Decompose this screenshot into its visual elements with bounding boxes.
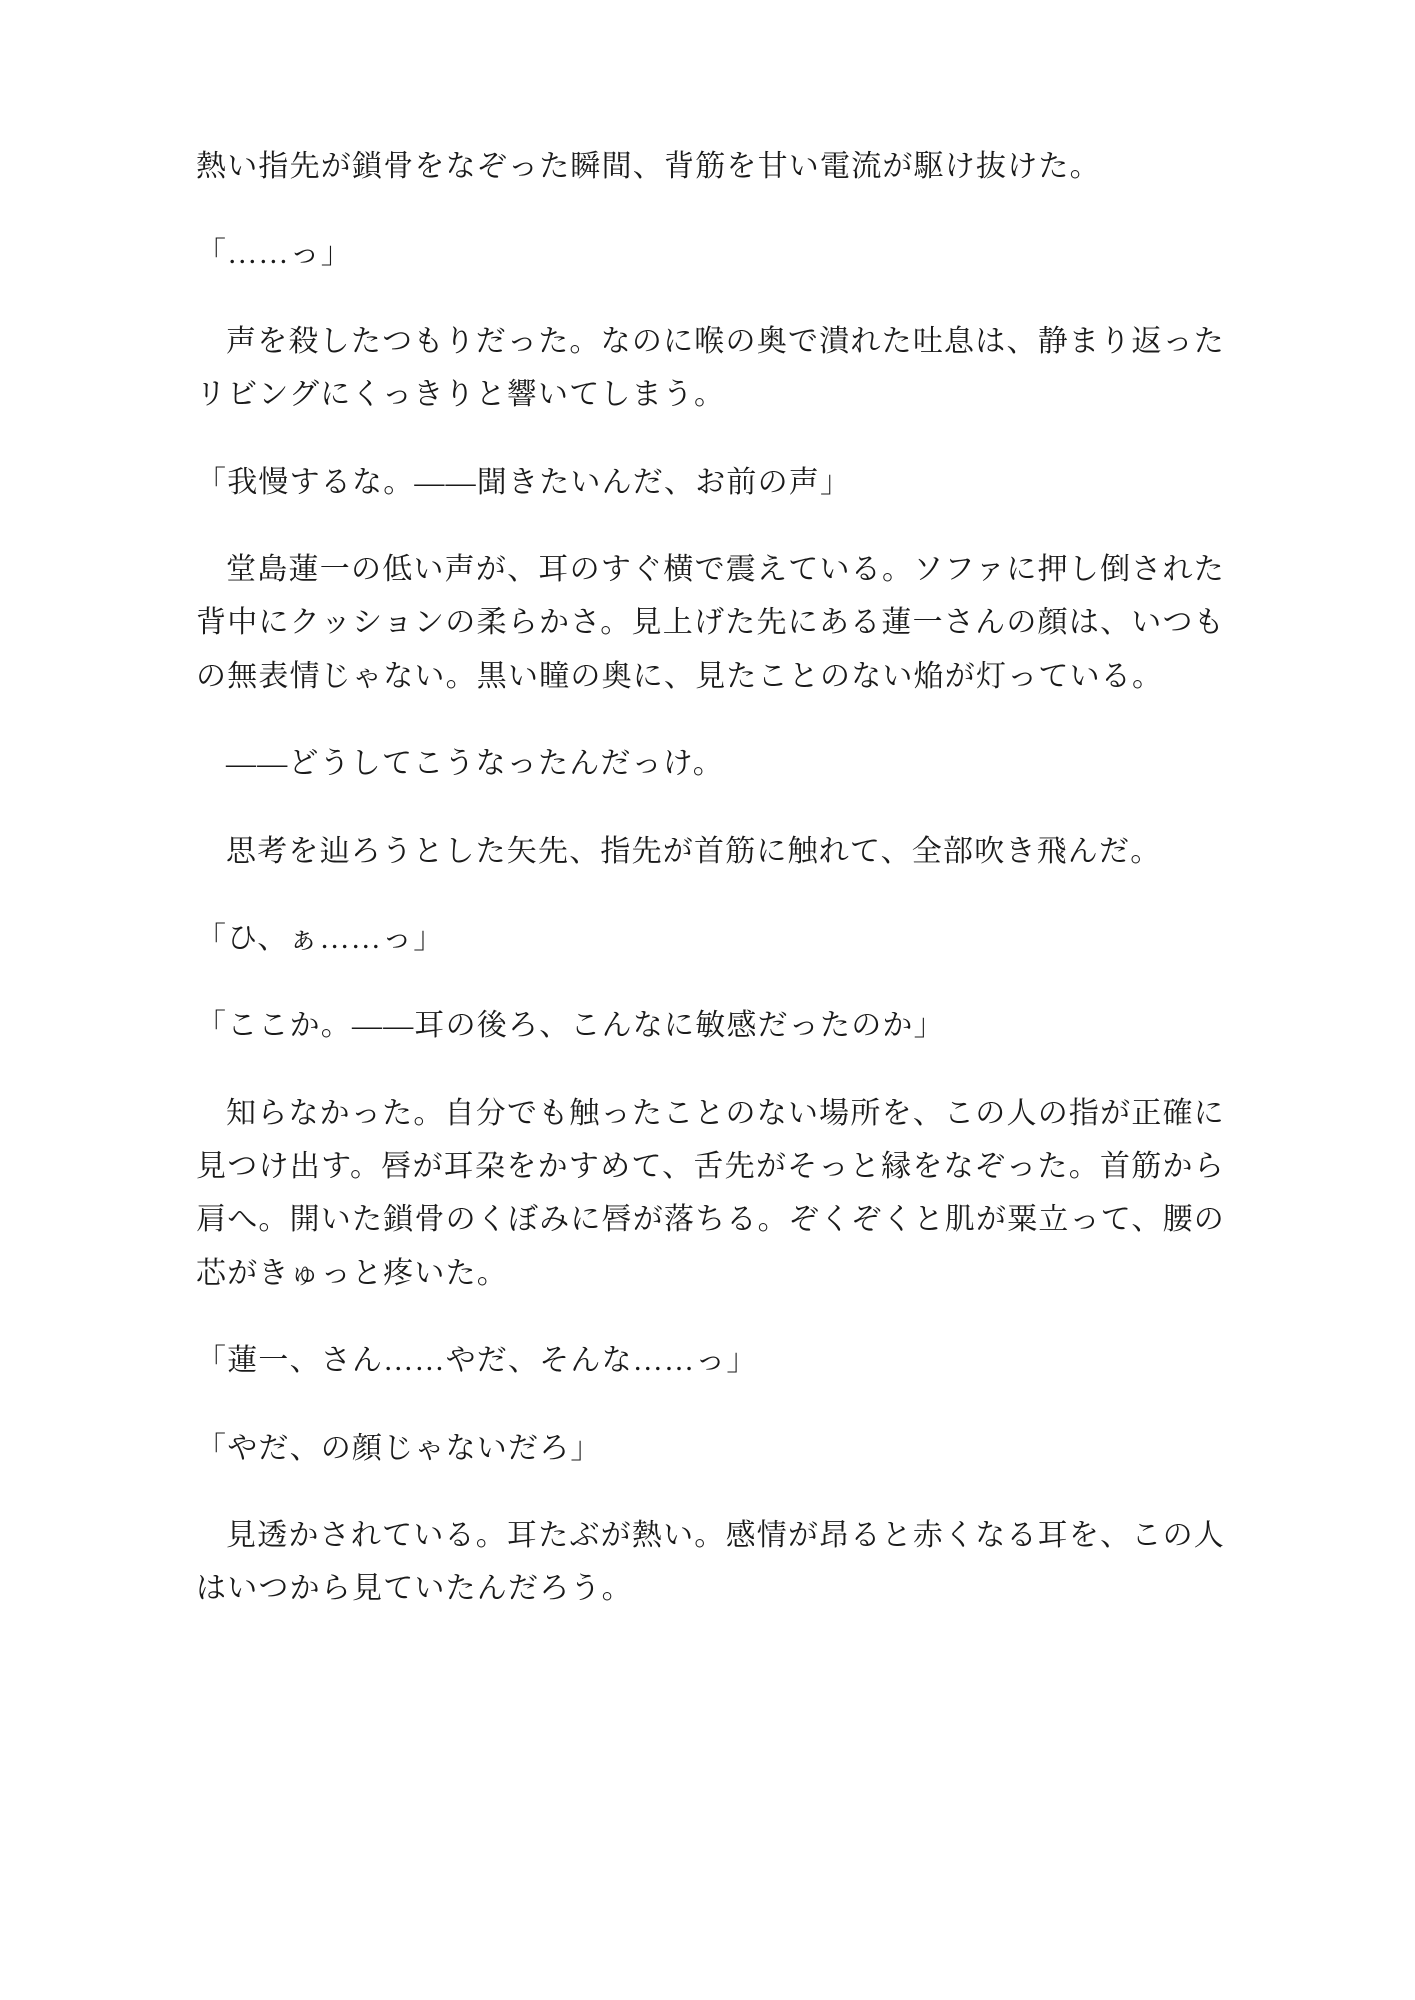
paragraph: 「ここか。——耳の後ろ、こんなに敏感だったのか」 [196,1009,945,1043]
paragraph: 熱い指先が鎖骨をなぞった瞬間、背筋を甘い電流が駆け抜けた。 [196,150,1101,183]
paragraph: 「やだ、の顔じゃないだろ」 [196,1431,602,1465]
paragraph: 「……っ」 [196,237,352,271]
paragraph: 声を殺したつもりだった。なのに喉の奥で潰れた吐息は、静まり返ったリビングにくっきりと響いてしまう。 [196,324,1225,412]
paragraph: ——どうしてこうなったんだっけ。 [226,747,724,781]
paragraph: 「蓮一、さん……やだ、そんな……っ」 [196,1344,758,1378]
paragraph: 「我慢するな。——聞きたいんだ、お前の声」 [196,465,852,499]
paragraph: 見透かされている。耳たぶが熱い。感情が昂ると赤くなる耳を、この人はいつから見ていたんだろう。 [196,1519,1225,1606]
paragraph: 知らなかった。自分でも触ったことのない場所を、この人の指が正確に見つけ出す。唇が耳朶をかすめて、舌先がそっと縁をなぞった。首筋から肩へ。開いた鎖骨のくぼみに唇が落ちる。ぞくぞくと肌が粟立って、腰の芯がきゅっと疼いた。 [196,1096,1225,1290]
paragraph: 「ひ、ぁ……っ」 [196,921,445,955]
paragraph: 堂島蓮一の低い声が、耳のすぐ横で震えている。ソファに押し倒された背中にクッションの柔らかさ。見上げた先にある蓮一さんの顔は、いつもの無表情じゃない。黒い瞳の奥に、見たことのない焔が灯っている。 [196,552,1225,693]
document-body [196,140,1225,1616]
paragraph: 思考を辿ろうとした矢先、指先が首筋に触れて、全部吹き飛んだ。 [226,834,1162,868]
